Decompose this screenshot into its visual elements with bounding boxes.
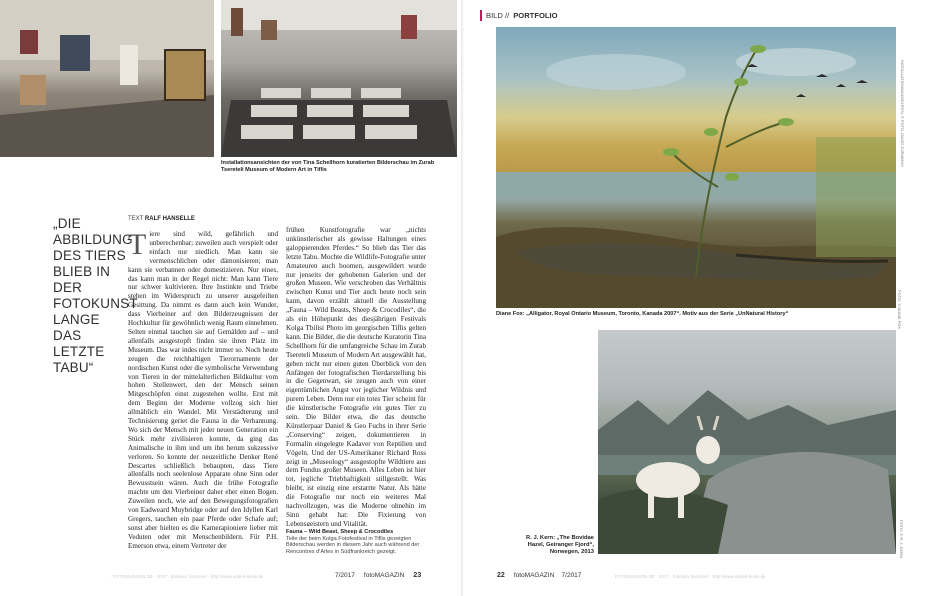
exhibition-title: Fauna – Wild Beast, Sheep & Crocodiles — [286, 529, 394, 535]
rubric-title: PORTFOLIO — [513, 11, 558, 20]
right-folio-magazine: fotoMAGAZIN — [513, 572, 555, 579]
photo-goat-fjord — [598, 330, 896, 554]
photo-gallery-installation-1 — [0, 0, 214, 157]
left-folio — [335, 572, 421, 579]
article-column-2 — [286, 226, 426, 526]
left-page-number: 23 — [413, 572, 422, 579]
alligator-photo-credit: FOTO: © DIANE FOX — [897, 290, 902, 329]
installation-caption: Installationsansichten der von Tina Schellhorn kuratierten Bilderschau im Zurab Tsereteli Museum of Modern Art in Tiflis — [221, 160, 435, 173]
author-name: RALF HANSELLE — [144, 216, 195, 222]
rubric-section: BILD // — [486, 11, 510, 20]
spine-gutter — [461, 0, 464, 596]
gallery-illustration-1 — [0, 0, 214, 157]
left-folio-magazine: fotoMAGAZIN — [363, 572, 405, 579]
section-rubric — [480, 10, 558, 21]
right-folio — [497, 572, 581, 579]
right-folio-issue: 7/2017 — [561, 572, 582, 579]
pull-quote: „DIE ABBILDUNG DES TIERS BLIEB IN DER FOTOKUNST LANGE DAS LETZTE TABU“ — [53, 216, 138, 375]
left-folio-issue: 7/2017 — [335, 572, 355, 579]
alligator-illustration — [496, 27, 896, 308]
article-column-1 — [128, 230, 278, 552]
alligator-caption: Diane Fox: „Alligator, Royal Ontario Museum, Toronto, Kanada 2007“. Motiv aus der Serie „UnNatural History“ — [496, 311, 789, 317]
right-watermark-url: · FOTOMAGAZIN.DE · 2017 · Exklusiv lizenziert · http://www.united-kiosk.de — [612, 574, 766, 579]
drop-cap: T — [128, 230, 147, 261]
photo-gallery-installation-2 — [221, 0, 457, 157]
installation-photo-credit: INSTALLATIONSANSICHTEN: © FOTO: DAVID ZURABOVI — [900, 60, 905, 167]
exhibition-info-box — [286, 529, 426, 555]
author-prefix: TEXT — [128, 216, 144, 222]
author-line — [128, 216, 195, 222]
goat-photo-credit: FOTO: © R. J. KERN — [899, 520, 904, 558]
column-2-text: frühen Kunstfotografie war „nichts unkünstlerischer als gewisse Haltungen eines galoppierenden Pferdes.“ So blieb das Tier das letzte Tabu. Mochte die Wildlife-Fotografie unter Amateuren auch boomen, ausgewildert wurde nur jenseits der gehobenen Galerien und der großen Museen. Wie verschroben das Verhältnis zwischen Kunst und Tier auch heute noch sein kann, davon erzählt aktuell die Ausstellung „Fauna – Wild Beasts, Sheep & Crocodiles“, die als ein Höhepunkt des diesjährigen Festivals Kolga Tbilisi Photo im georgischen Tiflis gelten kann. Die Bilder, die die deutsche Kuratorin Tina Schellhorn für die umfangreiche Schau im Zurab Tsereteli Museum of Modern Art ausgewählt hat, geben nicht nur einen guten Überblick von den Anfängen der fotografischen Tierdarstellung bis in die Gegenwart, sie zeugen auch von einer eigentümlichen Angst vor jeglicher Wildnis und purem Leben. Denn nur ein totes Tier scheint für die künstlerische Fotografie ein gutes Tier zu sein. Die Bilder etwa, die das deutsche Künstlerpaar Daniel & Geo Fuchs in ihrer Serie „Conserving“ zeigen, dokumentieren in Formalin eingelegte Kadaver von Reptilien und Vögeln. Und der US-Amerikaner Richard Ross zeigt in „Museology“ ausgestopfte Wildtiere aus dem Fundus großer Museen. Alles Leben ist hier tot, jegliche Triebhaftigkeit stillgestellt. Was bleibt, ist einzig eine erstarrte Natur. Als hätte die Fotografie nur noch ein weiteres Mal nachvollzogen, was die Moderne ohnehin im Sinn gehabt hat: Die Fixierung von Lebensgeistern und Vitalität. — [286, 226, 426, 526]
column-1-text: iere sind wild, gefährlich und unberechenbar; zuweilen auch verspielt oder einfach nur niedlich. Man kann sie vermenschlichen oder dämonisieren; man kann sie verbannen oder domestizieren. Nur eines, das kann man in der Regel nicht: Man kann Tiere nur schwer kultivieren. Ihre Instinkte und Triebe stehen im Widerspruch zu unserer ausgefeilten Gesittung. Da nimmt es dann auch kein Wunder, dass Vierbeiner auf den Bilderzeugnissen der Hochkultur für gewöhnlich wenig Raum einnehmen. Selten einmal tauchen sie auf Gemälden auf – und allenfalls ausgestopft finden sie ihren Platz im Museum. Das war indes nicht immer so. Noch heute zeugen die reichhaltigen Tierornamente der nordischen Kunst oder die symbolische Verwendung von Tieren in der mittelalterlichen Bildkultur vom hohen Stellenwert, den der Mensch seinen Mitgeschöpfen einst zugestehen wollte. Erst mit dem Beginn der Moderne vollzog sich hier allmählich ein Wandel. Mit Verstädterung und Technisierung geriet die Fauna in die Verbannung. Wo sich der Mensch mit jeder neuen Generation ein Stück mehr zivilisieren konnte, da ging das Animalische in ihm und um ihn herum sukzessive verloren. So konnte der neuzeitliche Denker René Descartes schließlich behaupten, dass Tiere allenfalls noch seelenlose Apparate ohne Sinn oder Bewusstsein wären. Auch die frühe Fotografie machte um den Vierbeiner daher eher einen Bogen. Zuweilen noch, wie auf den Bewegungsfotografien von Eadweard Muybridge oder auf den Idyllen Karl Gregers, tauchen ein paar Pferde oder Schafe auf; sonst aber hielten es die Kamerapioniere lieber mit Veduten oder mit Menschenbildern. Für P.H. Emerson etwa, einem Vertreter der — [128, 230, 278, 550]
exhibition-text: Teile der beim Kolga Fotofestival in Tiflis gezeigten Bilderschau werden in diesem Jahr auch während der Rencontres d'Arles in Südfrankreich gezeigt. — [286, 535, 420, 555]
goat-caption: R. J. Kern: „The Bovidae Hazel, Geiranger Fjord“, Norwegen, 2013 — [526, 535, 594, 555]
rubric-accent-bar — [480, 10, 482, 21]
left-watermark-url: · FOTOMAGAZIN.DE · 2017 · Exklusiv lizenziert · http://www.united-kiosk.de — [110, 574, 264, 579]
right-page-number: 22 — [497, 572, 505, 579]
gallery-illustration-2 — [221, 0, 457, 157]
goat-illustration — [598, 330, 896, 554]
photo-alligator-diorama — [496, 27, 896, 308]
